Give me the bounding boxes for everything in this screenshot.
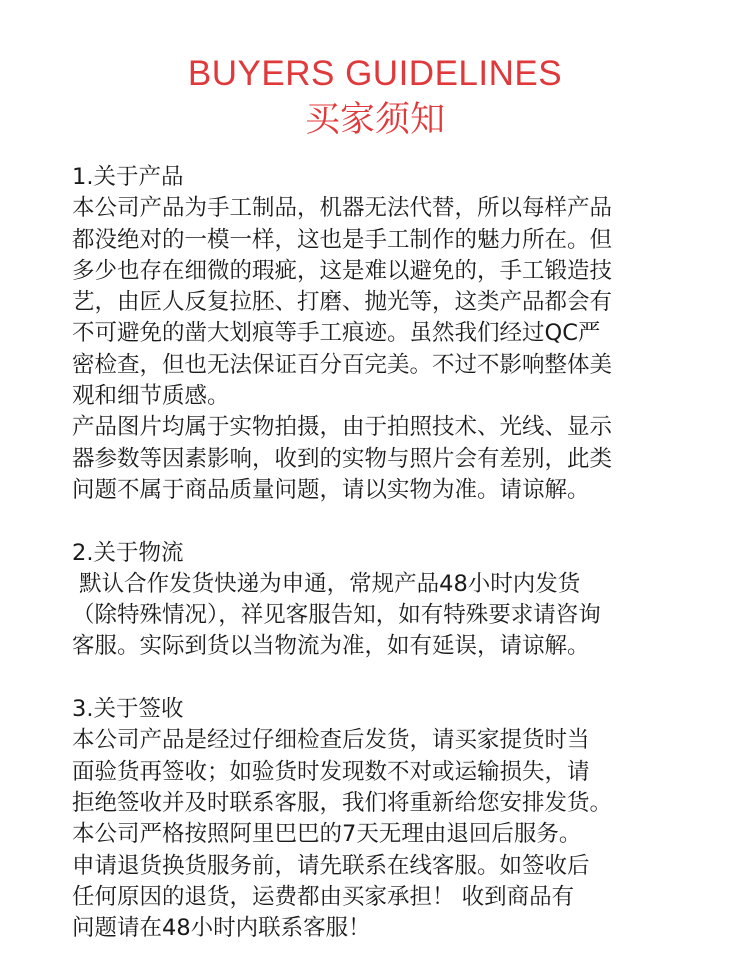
title-chinese: 买家须知 xyxy=(304,100,445,140)
text-line: 默认合作发货快递为申通，常规产品48小时内发货 xyxy=(72,570,581,597)
text-line: 不可避免的凿大划痕等手工痕迹。虽然我们经过QC严 xyxy=(72,320,601,347)
text-line: 问题不属于商品质量问题，请以实物为准。请谅解。 xyxy=(72,476,590,503)
text-line: 拒绝签收并及时联系客服，我们将重新给您安排发货。 xyxy=(72,789,613,816)
text-line: 本公司严格按照阿里巴巴的7天无理由退回后服务。 xyxy=(72,821,582,848)
text-line: 产品图片均属于实物拍摄，由于拍照技术、光线、显示 xyxy=(72,414,613,441)
page-header xyxy=(0,52,750,142)
text-line: 客服。实际到货以当物流为准，如有延误，请谅解。 xyxy=(72,633,590,660)
guidelines-content xyxy=(72,162,712,976)
text-line: 问题请在48小时内联系客服！ xyxy=(72,915,371,942)
text-line: 申请退货换货服务前，请先联系在线客服。如签收后 xyxy=(72,852,590,879)
section-heading: 3.关于签收 xyxy=(72,696,184,723)
text-line: 面验货再签收；如验货时发现数不对或运输损失，请 xyxy=(72,758,590,785)
text-line: 艺，由匠人反复拉胚、打磨、抛光等，这类产品都会有 xyxy=(72,289,613,316)
text-line: 密检查，但也无法保证百分百完美。不过不影响整体美 xyxy=(72,351,613,378)
section-receipt xyxy=(72,694,712,944)
text-line: 任何原因的退货，运费都由买家承担！ 收到商品有 xyxy=(72,883,575,910)
text-line: （除特殊情况），祥见客服告知，如有特殊要求请咨询 xyxy=(72,602,601,629)
section-product xyxy=(72,162,712,506)
section-logistics xyxy=(72,538,712,663)
text-line: 本公司产品为手工制品，机器无法代替，所以每样产品 xyxy=(72,195,613,222)
text-line: 本公司产品是经过仔细检查后发货，请买家提货时当 xyxy=(72,727,590,754)
section-heading: 2.关于物流 xyxy=(72,539,184,566)
section-heading: 1.关于产品 xyxy=(72,164,184,190)
text-line: 都没绝对的一模一样，这也是手工制作的魅力所在。但 xyxy=(72,226,613,253)
text-line: 多少也存在细微的瑕疵，这是难以避免的，手工锻造技 xyxy=(72,257,613,284)
text-line: 器参数等因素影响，收到的实物与照片会有差别，此类 xyxy=(72,445,613,472)
title-english: BUYERS GUIDELINES xyxy=(187,54,563,93)
text-line: 观和细节质感。 xyxy=(72,383,230,410)
